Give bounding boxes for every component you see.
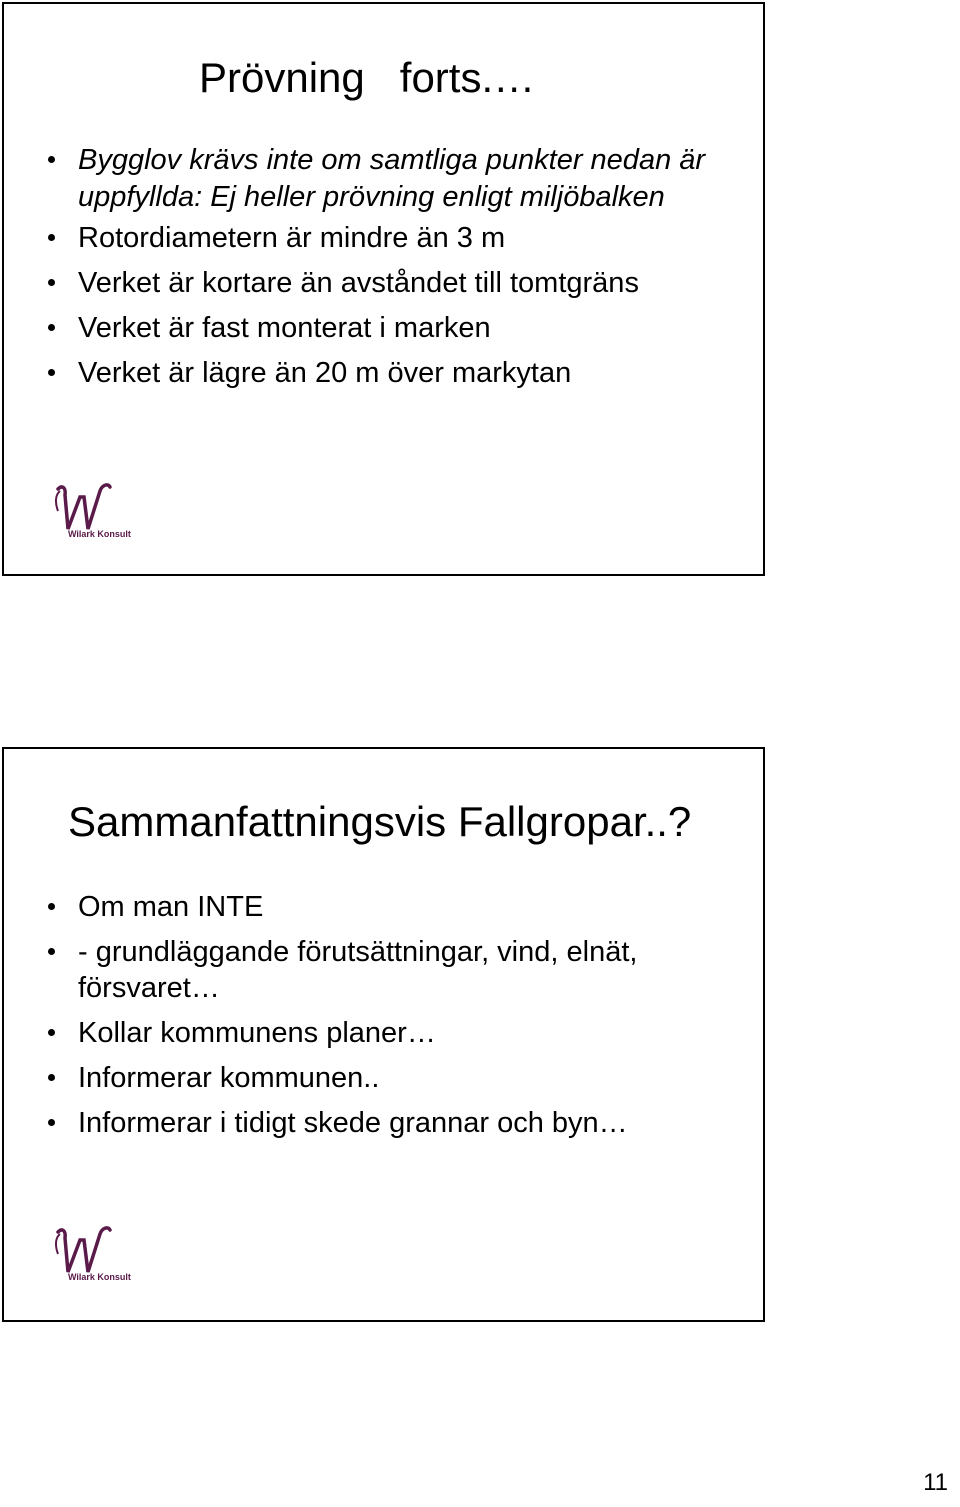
list-item: Rotordiametern är mindre än 3 m xyxy=(46,220,746,256)
list-item: - grundläggande förutsättningar, vind, elnät, försvaret… xyxy=(46,934,746,1006)
page-number: 11 xyxy=(923,1469,948,1496)
list-item: Bygglov krävs inte om samtliga punkter nedan är uppfyllda: Ej heller prövning enligt miljöbalken xyxy=(46,142,746,216)
list-item: Informerar kommunen.. xyxy=(46,1060,746,1096)
slide-title: Prövning forts.… xyxy=(199,54,536,101)
list-item: Kollar kommunens planer… xyxy=(46,1015,746,1051)
bullet-icon xyxy=(48,369,55,376)
list-item: Verket är lägre än 20 m över markytan xyxy=(46,355,746,391)
bullet-icon xyxy=(48,1029,55,1036)
svg-text:Wilark Konsult: Wilark Konsult xyxy=(68,1272,131,1282)
list-item: Verket är kortare än avståndet till tomtgräns xyxy=(46,265,746,301)
wilark-logo xyxy=(52,481,132,543)
slide-title: Sammanfattningsvis Fallgropar..? xyxy=(68,798,692,845)
svg-text:Wilark Konsult: Wilark Konsult xyxy=(68,529,131,539)
bullet-icon xyxy=(48,324,55,331)
list-item: Verket är fast monterat i marken xyxy=(46,310,746,346)
slide-2 xyxy=(2,747,765,1322)
bullet-list xyxy=(46,142,746,400)
bullet-icon xyxy=(48,1119,55,1126)
bullet-list xyxy=(46,889,746,1150)
bullet-icon xyxy=(48,1074,55,1081)
wilark-logo xyxy=(52,1224,132,1286)
bullet-icon xyxy=(48,279,55,286)
bullet-icon xyxy=(48,948,55,955)
bullet-icon xyxy=(48,234,55,241)
bullet-icon xyxy=(48,156,55,163)
bullet-icon xyxy=(48,903,55,910)
slide-1 xyxy=(2,2,765,576)
list-item: Informerar i tidigt skede grannar och byn… xyxy=(46,1105,746,1141)
list-item: Om man INTE xyxy=(46,889,746,925)
